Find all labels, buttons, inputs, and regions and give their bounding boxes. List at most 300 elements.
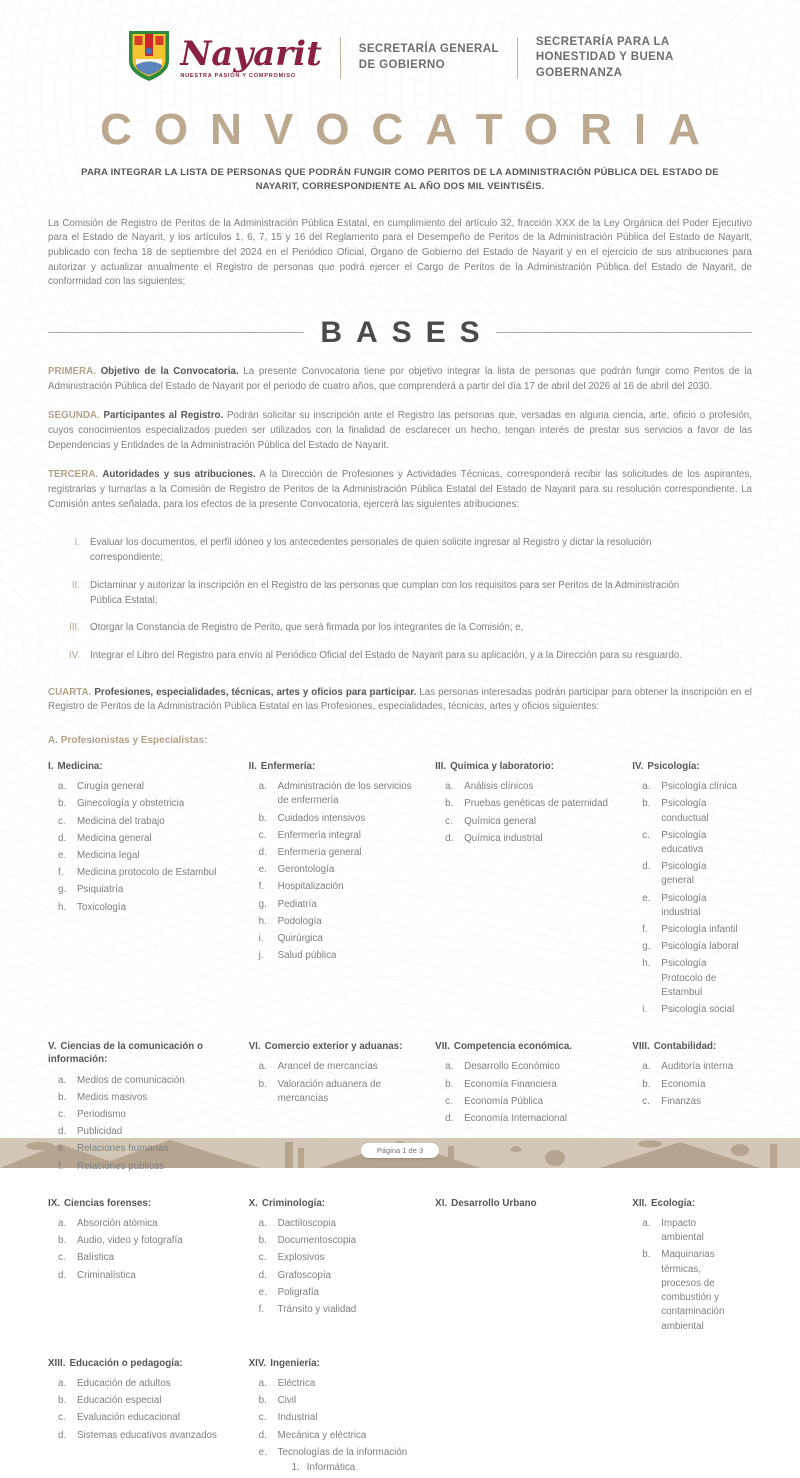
specialty-group-name: Ciencias de la comunicación o información: — [48, 1041, 204, 1066]
specialty-group-heading — [249, 1197, 424, 1210]
specialty-group-name: Desarrollo Urbano — [451, 1197, 537, 1209]
specialty-group-name: Ecología: — [650, 1197, 696, 1209]
specialty-group-heading — [632, 760, 740, 773]
specialty-row — [48, 1040, 752, 1177]
specialty-item-text: Evaluación educacional — [77, 1412, 180, 1424]
specialty-item-letter: e. — [258, 1446, 267, 1458]
specialty-item — [58, 901, 237, 915]
specialty-item-text: Civil — [277, 1395, 297, 1407]
specialty-group-name: Educación o pedagogía: — [69, 1357, 183, 1369]
specialty-item-letter: a. — [445, 781, 454, 793]
specialty-item-letter: b. — [642, 1249, 651, 1261]
specialty-item — [58, 1160, 237, 1174]
section-body: Las personas interesadas podrán participar para obtener la inscripción en el Registro de Peritos de la Administración Pública Estatal en las Profesiones, especialidades, técnicas, artes y oficios siguientes: — [48, 686, 752, 713]
specialty-item — [58, 1108, 237, 1122]
specialty-item — [58, 1411, 237, 1425]
specialty-item-letter: b. — [58, 1091, 67, 1103]
specialty-group — [48, 760, 249, 1020]
specialty-item — [259, 949, 424, 963]
specialty-item-letter: e. — [642, 892, 651, 904]
specialty-item-text: Finanzas — [661, 1095, 702, 1107]
specialty-item-letter: f. — [258, 1304, 265, 1316]
specialty-group — [249, 1357, 436, 1478]
specialty-item-letter: a. — [258, 781, 267, 793]
specialty-item — [445, 780, 620, 794]
specialty-item-letter: a. — [58, 781, 67, 793]
specialties — [48, 760, 752, 1478]
specialty-item-letter: g. — [642, 941, 651, 953]
specialty-item-letter: g. — [58, 884, 67, 896]
specialty-item — [58, 1074, 237, 1088]
specialty-group-heading — [249, 760, 424, 773]
specialty-item — [642, 829, 740, 857]
specialty-item-letter: c. — [58, 1109, 66, 1121]
section-body: La presente Convocatoria tiene por objetivo integrar la lista de personas que podrán fungir como Peritos de la Administración Pública del Estado de Nayarit por el periodo de cuatro años, que comprenderá a partir del día 17 de abril del 2026 al 16 de abril del 2030. — [48, 365, 752, 392]
specialty-item-text: Cirugía general — [77, 781, 144, 793]
specialty-item — [445, 1060, 620, 1074]
specialty-group — [435, 1197, 632, 1337]
specialty-item-letter: d. — [58, 1429, 67, 1441]
section-primera — [48, 365, 752, 394]
attribution-text: Otorgar la Constancia de Registro de Perito, que será firmada por los integrantes de la Comisión; e, — [90, 622, 524, 634]
specialty-item-text: Auditoría interna — [661, 1061, 734, 1073]
specialty-item — [58, 832, 237, 846]
specialty-item-text: Medicina protocolo de Estambul — [77, 867, 217, 879]
specialty-group-numeral: II. — [248, 760, 257, 772]
specialty-item-letter: a. — [642, 1218, 651, 1230]
specialty-item-text: Psicología educativa — [661, 829, 707, 855]
attribution-item — [62, 621, 696, 636]
specialty-item-letter: h. — [642, 958, 651, 970]
specialty-item — [259, 829, 424, 843]
specialty-group-name: Enfermería: — [260, 760, 316, 772]
specialty-item — [445, 1112, 620, 1126]
specialty-item-letter: d. — [58, 832, 67, 844]
specialty-item-letter: c. — [58, 1252, 66, 1264]
specialty-item — [58, 1142, 237, 1156]
specialty-item-letter: c. — [642, 829, 650, 841]
specialty-item-letter: g. — [258, 898, 267, 910]
specialty-item-text: Relaciones públicas — [77, 1160, 165, 1172]
specialty-item — [259, 1217, 424, 1231]
header-divider-2 — [517, 37, 518, 79]
attribution-item — [62, 649, 696, 664]
page-title: CONVOCATORIA — [100, 105, 722, 154]
specialty-item-letter: f. — [58, 867, 64, 879]
specialty-group-numeral: X. — [248, 1197, 258, 1209]
specialty-item-letter: c. — [445, 815, 453, 827]
specialty-item-text: Relaciones humanas — [77, 1143, 169, 1155]
specialty-item-letter: d. — [642, 861, 651, 873]
specialty-item-letter: a. — [642, 1061, 651, 1073]
specialty-item — [259, 846, 424, 860]
specialty-item — [642, 780, 740, 794]
category-a-heading: A. Profesionistas y Especialistas: — [48, 734, 208, 746]
bases-heading-row — [48, 316, 752, 350]
specialty-item-text: Sistemas educativos avanzados — [77, 1429, 217, 1441]
section-label: TERCERA. — [48, 469, 99, 481]
specialty-item-letter: d. — [445, 1113, 454, 1125]
specialty-item-text: Psiquiatría — [77, 884, 124, 896]
specialty-item-text: Salud pública — [277, 950, 337, 962]
attributions-list — [48, 536, 696, 663]
specialty-group-name: Comercio exterior y aduanas: — [264, 1041, 403, 1053]
header — [48, 26, 752, 90]
section-title: Autoridades y sus atribuciones. — [102, 469, 256, 481]
logo-wordmark: Nayarit — [180, 34, 322, 74]
specialty-item-letter: b. — [445, 798, 454, 810]
specialty-item-text: Cuidados intensivos — [277, 812, 366, 824]
specialty-item — [642, 1095, 740, 1109]
specialty-item-letter: h. — [258, 915, 267, 927]
specialty-item-letter: c. — [258, 829, 267, 841]
specialty-item-letter: b. — [642, 1078, 651, 1090]
specialty-group-numeral: VIII. — [632, 1041, 650, 1053]
specialty-group — [435, 1040, 632, 1177]
org1-line1: SECRETARÍA GENERAL — [358, 43, 499, 56]
specialty-item-letter: b. — [258, 1235, 267, 1247]
specialty-subitem — [292, 1461, 424, 1475]
specialty-item-letter: a. — [58, 1074, 67, 1086]
specialty-group-numeral: I. — [48, 760, 54, 772]
specialty-item-text: Poligrafía — [277, 1286, 320, 1298]
specialty-group — [249, 1040, 436, 1177]
specialty-group — [632, 1197, 752, 1337]
specialty-item-text: Medios masivos — [77, 1091, 148, 1103]
specialty-item-text: Audio, video y fotografía — [77, 1235, 183, 1247]
specialty-item-letter: b. — [58, 1395, 67, 1407]
header-divider — [340, 37, 341, 79]
specialty-group-heading — [249, 1357, 424, 1370]
specialty-item — [58, 1429, 237, 1443]
specialty-item-text: Economía Internacional — [464, 1113, 568, 1125]
specialty-item — [642, 892, 740, 920]
specialty-item — [642, 1248, 740, 1333]
specialty-item-letter: b. — [58, 798, 67, 810]
section-body: Podrán solicitar su inscripción ante el Registro las personas que, versadas en alguna ciencia, arte, oficio o profesión, cuyos conocimientos especializados pueden ser utilizados con la finalidad de esclarecer un hecho, tengan interés de prestar sus servicios a favor de las Dependencias y Entidades de la Administración Pública del Estado de Nayarit. — [48, 410, 752, 451]
specialty-item-letter: e. — [58, 1143, 67, 1155]
specialty-item-text: Administración de los servicios de enfermería — [277, 781, 412, 807]
specialty-item-letter: e. — [258, 1286, 267, 1298]
specialty-group-numeral: XIV. — [248, 1357, 267, 1369]
specialty-item — [259, 1303, 424, 1317]
specialty-group-heading — [249, 1040, 424, 1053]
specialty-item-text: Educación de adultos — [77, 1377, 171, 1389]
specialty-group — [632, 760, 752, 1020]
specialty-item — [642, 1060, 740, 1074]
specialty-item — [259, 1269, 424, 1283]
org2-line3: GOBERNANZA — [535, 66, 623, 79]
specialty-item — [58, 815, 237, 829]
intro-paragraph: La Comisión de Registro de Peritos de la Administración Pública Estatal, en cumplimiento del artículo 32, fracción XXX de la Ley Orgánica del Poder Ejecutivo para el Estado de Nayarit, y los artículos 1, 6, 7, 15 y 16 del Reglamento para el Desempeño de Peritos de la Administración Pública del Estado de Nayarit, publicado con fecha 18 de septiembre del 2024 en el Periódico Oficial, Órgano de Gobierno del Estado de Nayarit y en el ejercicio de sus atribuciones para autorizar y actualizar anualmente el Registro de personas que podrá ejercer el Cargo de Peritos de la Administración Pública del Estado de Nayarit, de conformidad con las siguientes; — [48, 217, 752, 288]
specialty-group-heading — [48, 1040, 237, 1066]
specialty-item-text: Enfermería general — [277, 846, 362, 858]
specialty-item-letter: f. — [258, 881, 265, 893]
specialty-group — [48, 1197, 249, 1337]
attribution-item — [62, 536, 696, 565]
specialty-item — [259, 863, 424, 877]
specialty-item-text: Psicología Protocolo de Estambul — [661, 958, 717, 998]
specialty-item — [259, 898, 424, 912]
org-secretaria-general — [359, 42, 499, 73]
specialty-item-text: Maquinarias térmicas, procesos de combustión y contaminación ambiental — [661, 1249, 725, 1332]
specialty-group-name: Ciencias forenses: — [63, 1197, 152, 1209]
specialty-item-text: Mecánica y eléctrica — [277, 1429, 367, 1441]
specialty-item-text: Arancel de mercancías — [277, 1061, 378, 1073]
specialty-group-name: Psicología: — [647, 760, 700, 772]
specialty-item-letter: a. — [258, 1061, 267, 1073]
specialty-group-name: Competencia económica. — [453, 1041, 573, 1053]
specialty-item-letter: b. — [58, 1235, 67, 1247]
specialty-item-text: Tecnologías de la información 1. Informática — [278, 1446, 424, 1475]
specialty-item-text: Medicina general — [77, 832, 152, 844]
specialty-item — [58, 1269, 237, 1283]
specialty-group-name: Criminología: — [261, 1197, 326, 1209]
specialty-item-text: Industrial — [277, 1412, 318, 1424]
specialty-item — [259, 780, 424, 808]
section-title: Objetivo de la Convocatoria. — [100, 365, 239, 377]
specialty-item-text: Gerontología — [277, 864, 335, 876]
specialty-item — [259, 1394, 424, 1408]
specialty-group — [632, 1040, 752, 1177]
specialty-item-letter: d. — [58, 1269, 67, 1281]
specialty-item — [642, 957, 740, 1000]
specialty-group-heading — [48, 760, 237, 773]
specialty-item-letter: a. — [642, 781, 651, 793]
specialty-item — [259, 1078, 424, 1106]
attribution-text: Evaluar los documentos, el perfil idóneo y los antecedentes personales de quien solicite ingresar al Registro y dictar la resolución correspondiente; — [90, 537, 652, 564]
bases-line-left — [48, 332, 304, 333]
specialty-group-numeral: XI. — [435, 1197, 448, 1209]
specialty-item — [259, 1446, 424, 1475]
specialty-item-text: Pruebas genéticas de paternidad — [464, 798, 608, 810]
specialty-group-numeral: XIII. — [48, 1357, 66, 1369]
specialty-item-letter: c. — [58, 1412, 66, 1424]
specialty-item — [259, 812, 424, 826]
nayarit-coat-of-arms-icon — [126, 29, 172, 88]
specialty-group-name: Contabilidad: — [653, 1041, 717, 1053]
specialty-item — [259, 1234, 424, 1248]
specialty-item-letter: a. — [258, 1218, 267, 1230]
org1-line2: DE GOBIERNO — [358, 59, 445, 71]
attribution-numeral: III. — [69, 622, 80, 634]
attribution-numeral: II. — [71, 579, 80, 591]
specialty-item-letter: a. — [58, 1218, 67, 1230]
specialty-item — [642, 1217, 740, 1245]
specialty-item-text: Psicología clínica — [661, 781, 737, 793]
specialty-item — [58, 780, 237, 794]
specialty-item-letter: h. — [58, 901, 67, 913]
specialty-item — [445, 797, 620, 811]
section-body: A la Dirección de Profesiones y Actividades Técnicas, corresponderá recibir las solicitudes de los aspirantes, registrarlas y turnarlas a la Comisión de Registro de Peritos de la Administración Pública Estatal del Estado de Nayarit para su resolución correspondiente. La Comisión antes señalada, para los efectos de la presente Convocatoria, ejercerá las siguientes atribuciones: — [48, 469, 753, 510]
specialty-row — [48, 1197, 752, 1337]
document-subtitle: PARA INTEGRAR LA LISTA DE PERSONAS QUE PODRÁN FUNGIR COMO PERITOS DE LA ADMINISTRACIÓN PÚBLICA DEL ESTADO DE NAYARIT, CORRESPONDIENTE AL AÑO DOS MIL VEINTISÉIS. — [81, 167, 719, 193]
specialty-item-text: Publicidad — [77, 1126, 123, 1138]
specialty-item — [58, 883, 237, 897]
specialty-item — [58, 1251, 237, 1265]
specialty-item — [259, 1377, 424, 1391]
specialty-item — [259, 880, 424, 894]
specialty-item-text: Medicina del trabajo — [77, 815, 165, 827]
specialty-item-text: Tránsito y vialidad — [277, 1304, 357, 1316]
specialty-item — [58, 797, 237, 811]
specialty-item-text: Análisis clínicos — [464, 781, 534, 793]
specialty-group-numeral: IX. — [48, 1197, 60, 1209]
specialty-item-letter: d. — [258, 1429, 267, 1441]
org-secretaria-honestidad — [536, 35, 674, 82]
specialty-item-letter: c. — [445, 1095, 453, 1107]
specialty-item — [642, 797, 740, 825]
specialty-item-text: Psicología general — [661, 861, 707, 887]
specialty-item-text: Psicología infantil — [661, 923, 738, 935]
specialty-item-text: Psicología laboral — [661, 941, 739, 953]
bases-heading: BASES — [320, 315, 494, 349]
specialty-group — [249, 760, 436, 1020]
specialty-item-letter: f. — [642, 923, 648, 935]
specialty-item-text: Balística — [77, 1252, 115, 1264]
specialty-item — [445, 1095, 620, 1109]
specialty-item-text: Podología — [277, 915, 322, 927]
specialty-item-text: Hospitalización — [277, 881, 344, 893]
section-label: CUARTA. — [48, 686, 92, 698]
specialty-item — [58, 849, 237, 863]
org2-line1: SECRETARÍA PARA LA — [535, 35, 670, 48]
specialty-item-text: Economía Financiera — [464, 1078, 557, 1090]
specialty-item-text: Medios de comunicación — [77, 1074, 185, 1086]
specialty-group — [249, 1197, 436, 1337]
specialty-item-text: Desarrollo Económico — [464, 1061, 561, 1073]
specialty-item-text: Psicología social — [661, 1004, 735, 1015]
specialty-item-letter: d. — [258, 1269, 267, 1281]
specialty-group — [48, 1357, 249, 1478]
specialty-item-text: Economía — [661, 1078, 706, 1090]
specialty-group-name: Ingeniería: — [270, 1357, 320, 1369]
specialty-row — [48, 760, 752, 1020]
section-title: Profesiones, especialidades, técnicas, artes y oficios para participar. — [94, 686, 417, 698]
specialty-subitem-number: 1. — [291, 1461, 300, 1473]
specialty-item-text: Valoración aduanera de mercancías — [277, 1078, 381, 1104]
specialty-item — [58, 1377, 237, 1391]
specialty-subitem-text: Informática — [306, 1461, 356, 1473]
specialty-group-heading — [48, 1197, 237, 1210]
specialty-item-letter: d. — [445, 832, 454, 844]
specialty-item-text: Eléctrica — [277, 1377, 316, 1389]
specialty-item — [259, 1060, 424, 1074]
specialty-item-letter: b. — [258, 1395, 267, 1407]
specialty-item-letter: d. — [258, 846, 267, 858]
specialty-item — [445, 1078, 620, 1092]
section-label: PRIMERA. — [48, 365, 96, 377]
logo-tagline: NUESTRA PASIÓN Y COMPROMISO — [180, 73, 296, 79]
specialty-item-letter: b. — [642, 798, 651, 810]
specialty-item-text: Pediatría — [277, 898, 317, 910]
specialty-item — [259, 1429, 424, 1443]
specialty-item-letter: f. — [58, 1160, 64, 1172]
specialty-group-heading — [48, 1357, 237, 1370]
specialty-group-heading — [632, 1040, 740, 1053]
specialty-item — [642, 1003, 740, 1017]
specialty-item — [259, 1411, 424, 1425]
specialty-group-numeral: VI. — [248, 1041, 261, 1053]
specialty-item-letter: j. — [258, 950, 264, 962]
page-number-badge: Página 1 de 3 — [361, 1143, 439, 1158]
specialty-item-letter: b. — [258, 812, 267, 824]
specialty-item — [642, 923, 740, 937]
specialty-item-text: Toxicología — [77, 901, 127, 913]
specialty-item-text: Química industrial — [464, 832, 543, 844]
nayarit-logo — [126, 29, 321, 88]
specialty-item — [58, 1394, 237, 1408]
specialty-item-letter: a. — [445, 1061, 454, 1073]
section-segunda — [48, 409, 752, 453]
specialty-item-letter: c. — [258, 1412, 267, 1424]
specialty-item-letter: b. — [445, 1078, 454, 1090]
specialty-group-numeral: III. — [435, 760, 447, 772]
attribution-item — [62, 579, 696, 608]
specialty-item-letter: e. — [58, 849, 67, 861]
section-title: Participantes al Registro. — [103, 410, 224, 422]
specialty-item — [259, 1251, 424, 1265]
specialty-group-heading — [435, 760, 620, 773]
specialty-group-numeral: IV. — [632, 760, 644, 772]
specialty-item — [58, 1234, 237, 1248]
specialty-item — [642, 940, 740, 954]
specialty-item-text: Psicología industrial — [661, 892, 707, 918]
attribution-numeral: I. — [74, 537, 80, 549]
specialty-group-heading — [632, 1197, 740, 1210]
specialty-item — [58, 866, 237, 880]
specialty-item-text: Enfermería integral — [277, 829, 361, 841]
section-cuarta — [48, 686, 752, 715]
specialty-group-heading — [435, 1040, 620, 1053]
specialty-item — [259, 932, 424, 946]
specialty-item-text: Documentoscopia — [277, 1235, 357, 1247]
specialty-item-text: Economía Pública — [464, 1095, 544, 1107]
specialty-item — [58, 1091, 237, 1105]
specialty-item — [445, 815, 620, 829]
specialty-group-numeral: XII. — [632, 1197, 647, 1209]
specialty-group-heading — [435, 1197, 620, 1210]
specialty-item-letter: c. — [642, 1095, 650, 1107]
specialty-item — [58, 1125, 237, 1139]
specialty-item-text: Periodismo — [77, 1109, 127, 1121]
specialty-item — [259, 1286, 424, 1300]
specialty-item-text: Quirúrgica — [277, 932, 323, 944]
specialty-item-text: Dactiloscopia — [277, 1218, 336, 1230]
org2-line2: HONESTIDAD Y BUENA — [535, 51, 674, 64]
specialty-item-text: Ginecología y obstetricia — [77, 798, 185, 810]
section-tercera — [48, 468, 752, 512]
specialty-item-text: Impacto ambiental — [661, 1218, 704, 1244]
specialty-item-letter: c. — [58, 815, 66, 827]
specialty-item-text: Psicología conductual — [661, 798, 709, 824]
specialty-item-letter: b. — [258, 1078, 267, 1090]
specialty-item-letter: e. — [258, 864, 267, 876]
attribution-numeral: IV. — [68, 649, 80, 661]
specialty-group-numeral: VII. — [435, 1041, 450, 1053]
specialty-group — [48, 1040, 249, 1177]
specialty-item — [58, 1217, 237, 1231]
specialty-item-letter: a. — [58, 1377, 67, 1389]
specialty-item-text: Química general — [464, 815, 537, 827]
specialty-group — [435, 760, 632, 1020]
specialty-item-letter: d. — [58, 1126, 67, 1138]
specialty-group-numeral: V. — [48, 1041, 57, 1053]
specialty-item-text: Educación especial — [77, 1395, 162, 1407]
specialty-item-text: Explosivos — [277, 1252, 325, 1264]
specialty-item-letter: a. — [258, 1377, 267, 1389]
attribution-text: Integrar el Libro del Registro para envío al Periódico Oficial del Estado de Nayarit para su aplicación, y a la Dirección para su resguardo. — [90, 649, 682, 661]
